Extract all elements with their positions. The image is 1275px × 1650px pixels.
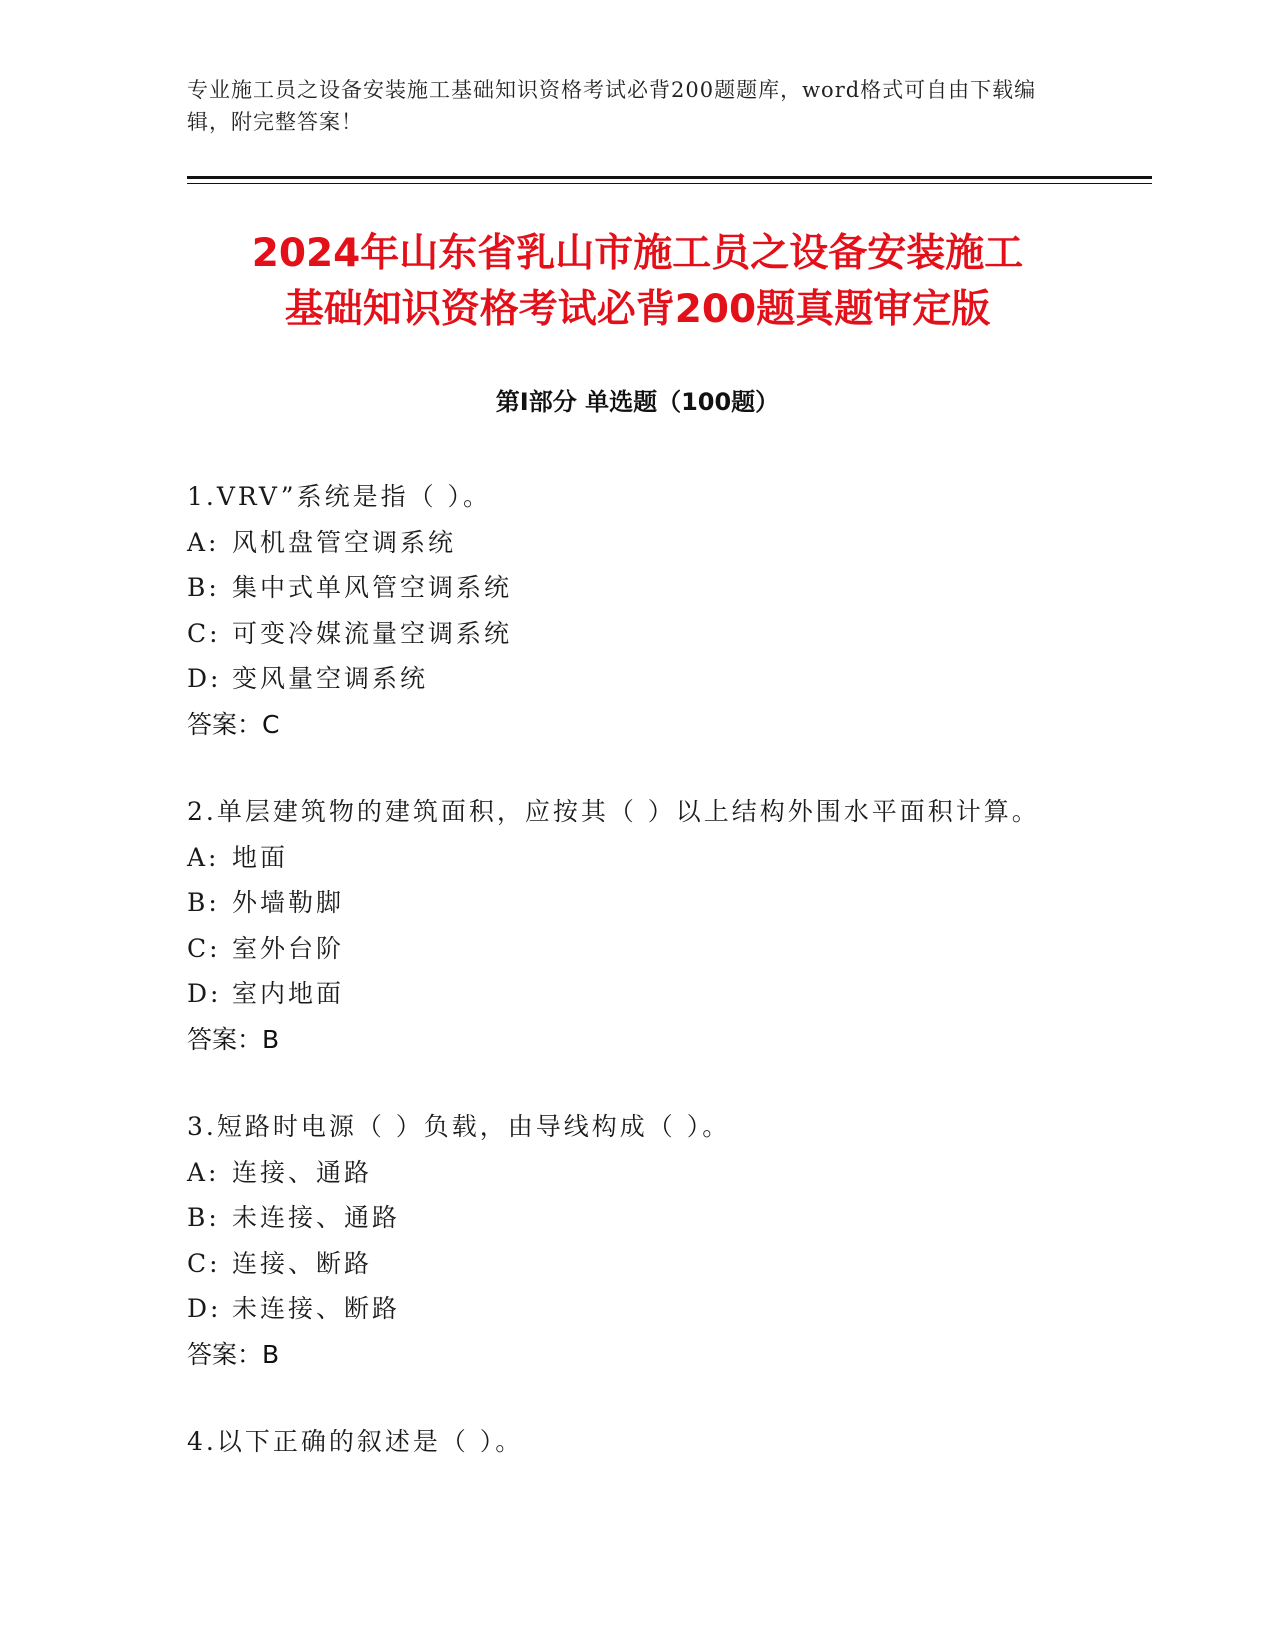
option-a xyxy=(187,1150,1117,1196)
question-1 xyxy=(187,474,1117,747)
option-text: 集中式单风管空调系统 xyxy=(232,573,513,602)
option-label: C: xyxy=(187,1248,221,1278)
option-text: 地面 xyxy=(232,842,289,872)
section-title: 第Ⅰ部分 单选题（100题） xyxy=(495,388,780,416)
option-label: C: xyxy=(187,618,221,648)
option-text: 连接、通路 xyxy=(232,1157,373,1187)
option-label: A: xyxy=(187,527,220,557)
option-label: B: xyxy=(187,1203,220,1232)
option-label: A: xyxy=(187,842,220,872)
question-stem: 1.VRV”系统是指（ ）。 xyxy=(187,482,492,511)
question-2 xyxy=(187,789,1117,1062)
option-b xyxy=(187,565,1117,611)
option-c xyxy=(187,1241,1117,1287)
document-title xyxy=(120,226,1155,338)
option-c xyxy=(187,926,1117,972)
answer-value: C xyxy=(262,709,280,739)
answer-prefix: 答案： xyxy=(187,1339,263,1369)
option-text: 变风量空调系统 xyxy=(232,664,429,693)
option-b xyxy=(187,880,1117,926)
answer-value: B xyxy=(262,1339,280,1369)
question-3 xyxy=(187,1104,1117,1377)
option-text: 可变冷媒流量空调系统 xyxy=(232,618,513,648)
option-d xyxy=(187,656,1117,702)
title-line-2: 基础知识资格考试必背200题真题审定版 xyxy=(284,287,991,332)
option-text: 风机盘管空调系统 xyxy=(232,527,457,557)
option-label: A: xyxy=(187,1157,220,1187)
answer-prefix: 答案： xyxy=(187,709,263,739)
question-4 xyxy=(187,1419,1117,1465)
option-a xyxy=(187,835,1117,881)
answer-line xyxy=(187,1017,1117,1063)
answer-prefix: 答案： xyxy=(187,1024,263,1054)
option-label: B: xyxy=(187,888,220,917)
title-line-1: 2024年山东省乳山市施工员之设备安装施工 xyxy=(251,231,1024,276)
option-label: D: xyxy=(187,979,222,1008)
answer-value: B xyxy=(262,1024,280,1054)
question-stem: 3.短路时电源（ ）负载，由导线构成（ ）。 xyxy=(187,1112,731,1141)
answer-line xyxy=(187,1332,1117,1378)
option-b xyxy=(187,1195,1117,1241)
option-d xyxy=(187,971,1117,1017)
option-label: C: xyxy=(187,933,221,963)
option-text: 室外台阶 xyxy=(232,933,345,963)
option-text: 未连接、断路 xyxy=(232,1294,401,1323)
option-text: 连接、断路 xyxy=(232,1248,373,1278)
option-d xyxy=(187,1286,1117,1332)
option-text: 室内地面 xyxy=(232,979,345,1008)
question-stem: 2.单层建筑物的建筑面积，应按其（ ）以上结构外围水平面积计算。 xyxy=(187,797,1040,826)
option-label: D: xyxy=(187,664,222,693)
question-stem: 4.以下正确的叙述是（ ）。 xyxy=(187,1427,524,1456)
question-list xyxy=(187,474,1117,1507)
header-note: 专业施工员之设备安装施工基础知识资格考试必背200题题库，word格式可自由下载编辑，附完整答案！ xyxy=(187,78,1037,134)
option-label: B: xyxy=(187,573,220,602)
header-rule-thick xyxy=(187,176,1152,179)
option-a xyxy=(187,520,1117,566)
option-label: D: xyxy=(187,1294,222,1323)
option-text: 外墙勒脚 xyxy=(232,888,345,917)
answer-line xyxy=(187,702,1117,748)
header-rule-thin xyxy=(187,183,1152,184)
option-c xyxy=(187,611,1117,657)
option-text: 未连接、通路 xyxy=(232,1203,401,1232)
